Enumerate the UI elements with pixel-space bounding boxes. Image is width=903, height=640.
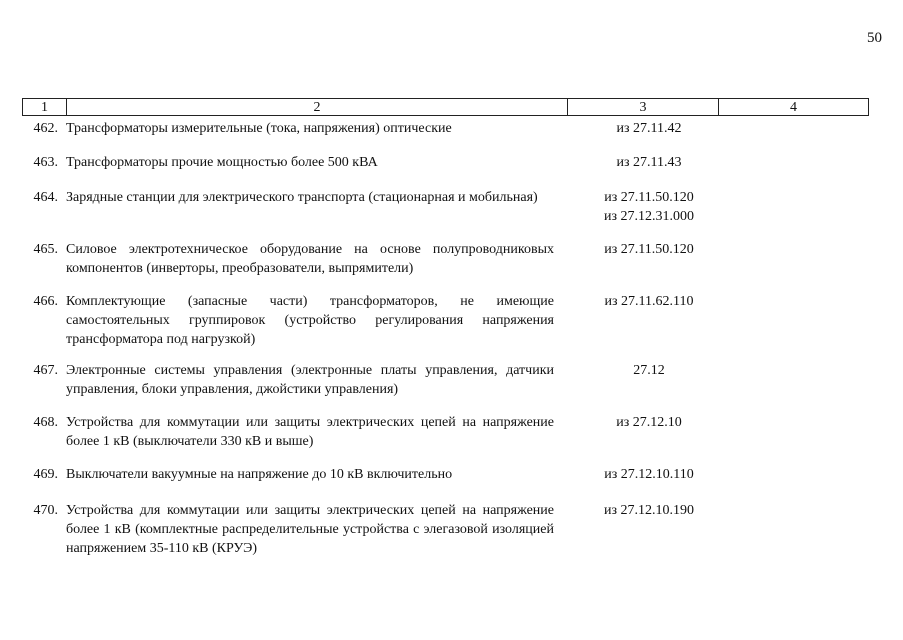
- code-line: из 27.12.10.110: [604, 467, 694, 482]
- code-line: из 27.12.10.190: [603, 503, 695, 518]
- row-name: Комплектующие (запасные части) трансформаторов, не имеющие самостоятельных группировок (устройство регулирования напряжения трансформатора под нагрузкой): [66, 294, 554, 347]
- code-line: из 27.11.42: [616, 121, 682, 136]
- row-code: [574, 361, 724, 399]
- row-name: Трансформаторы прочие мощностью более 500 кВА: [66, 155, 378, 170]
- row-code: [574, 292, 724, 349]
- page-number: 50: [867, 30, 882, 46]
- row-code: [574, 501, 724, 558]
- row-number: 465.: [33, 242, 58, 257]
- code-line: из 27.11.50.120: [604, 190, 694, 205]
- row-code: [574, 465, 724, 484]
- table-row: [22, 361, 882, 399]
- row-code: [574, 119, 724, 138]
- row-name: Устройства для коммутации или защиты электрических цепей на напряжение более 1 кВ (комплектные распределительные устройства с элегазовой изоляцией напряжением 35-110 кВ (КРУЭ): [66, 503, 554, 556]
- row-number: 464.: [33, 190, 58, 205]
- row-code: [574, 188, 724, 226]
- table-header-row: [22, 98, 869, 116]
- header-cell-3: 3: [568, 99, 719, 115]
- row-number: 469.: [33, 467, 58, 482]
- code-line: 27.12: [633, 363, 665, 378]
- row-name: Силовое электротехническое оборудование на основе полупроводниковых компонентов (инверторы, преобразователи, выпрямители): [66, 242, 554, 276]
- code-line: из 27.11.50.120: [604, 242, 694, 257]
- table-row: [22, 188, 882, 226]
- header-cell-1: 1: [23, 99, 67, 115]
- table-row: [22, 413, 882, 451]
- row-code: [574, 240, 724, 278]
- row-number: 463.: [33, 155, 58, 170]
- row-number: 466.: [33, 294, 58, 309]
- row-name: Зарядные станции для электрического транспорта (стационарная и мобильная): [66, 190, 538, 205]
- row-name: Трансформаторы измерительные (тока, напряжения) оптические: [66, 121, 452, 136]
- code-line: из 27.12.10: [616, 415, 682, 430]
- table-row: [22, 153, 882, 172]
- row-number: 468.: [33, 415, 58, 430]
- table-row: [22, 240, 882, 278]
- row-code: [574, 413, 724, 451]
- code-line: из 27.12.31.000: [603, 209, 695, 224]
- code-line: из 27.11.43: [616, 155, 682, 170]
- header-cell-2: 2: [67, 99, 568, 115]
- table-row: [22, 292, 882, 349]
- row-number: 467.: [33, 363, 58, 378]
- row-name: Устройства для коммутации или защиты электрических цепей на напряжение более 1 кВ (выключатели 330 кВ и выше): [66, 415, 554, 449]
- row-code: [574, 153, 724, 172]
- table-row: [22, 501, 882, 558]
- table-row: [22, 465, 882, 484]
- header-cell-4: 4: [790, 100, 797, 115]
- code-line: из 27.11.62.110: [604, 294, 694, 309]
- table-row: [22, 119, 882, 138]
- row-name: Электронные системы управления (электронные платы управления, датчики управления, блоки управления, джойстики управления): [66, 363, 554, 397]
- row-number: 470.: [33, 503, 58, 518]
- row-number: 462.: [33, 121, 58, 136]
- row-name: Выключатели вакуумные на напряжение до 10 кВ включительно: [66, 467, 453, 482]
